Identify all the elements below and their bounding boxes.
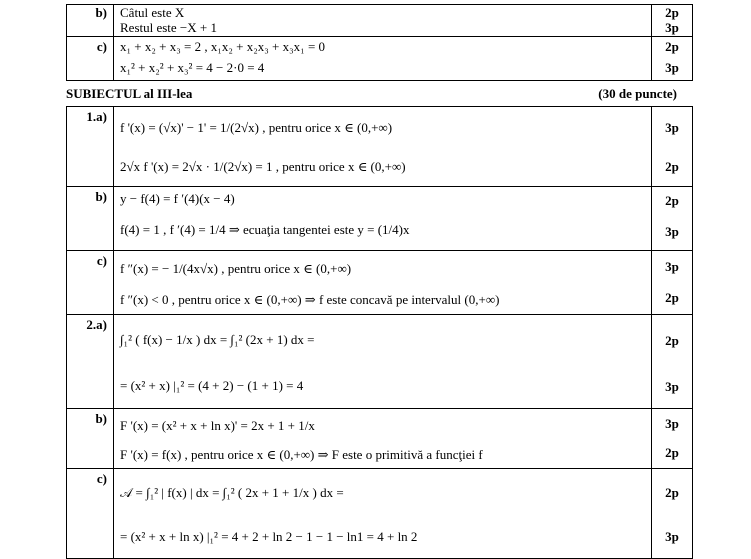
points: 3p	[665, 416, 679, 431]
row-label: b)	[67, 187, 114, 251]
solution-line: 2√x f '(x) = 2√x · 1/(2√x) = 1 , pentru orice x ∈ (0,+∞)	[120, 159, 406, 174]
points: 3p	[665, 529, 679, 544]
solution-line: = (x² + x) |₁² = (4 + 2) − (1 + 1) = 4	[120, 378, 304, 393]
solution-line: 𝒜 = ∫₁² | f(x) | dx = ∫₁² ( 2x + 1 + 1/x ) dx =	[120, 485, 344, 500]
points: 3p	[665, 60, 679, 75]
solution-line: f ″(x) = − 1/(4x√x) , pentru orice x ∈ (0,+∞)	[120, 261, 352, 276]
solution-line: F '(x) = f(x) , pentru orice x ∈ (0,+∞) ⇒ F este o primitivă a funcţiei f	[120, 447, 483, 462]
solutions-table	[66, 106, 693, 559]
points: 2p	[665, 5, 679, 20]
points: 2p	[665, 193, 679, 208]
solution-line: Câtul este X	[120, 5, 185, 20]
points: 2p	[665, 39, 679, 54]
row-1a	[67, 107, 693, 187]
points: 3p	[665, 259, 679, 274]
solution-line: y − f(4) = f ′(4)(x − 4)	[120, 191, 235, 206]
points: 3p	[665, 224, 679, 239]
row-label: c)	[67, 469, 114, 559]
solution-line: = (x² + x + ln x) |₁² = 4 + 2 + ln 2 − 1 − 1 − ln1 = 4 + ln 2	[120, 529, 418, 544]
points: 3p	[665, 379, 679, 394]
solution-line: x₁ + x₂ + x₃ = 2 , x₁x₂ + x₂x₃ + x₃x₁ = 0	[120, 39, 326, 54]
row-2a	[67, 315, 693, 409]
row-1c	[67, 251, 693, 315]
row-label: 2.a)	[67, 315, 114, 409]
solution-line: f '(x) = (√x)' − 1' = 1/(2√x) , pentru orice x ∈ (0,+∞)	[120, 120, 393, 135]
row-label: c)	[67, 37, 114, 81]
top-table	[66, 4, 693, 81]
row-label: b)	[67, 5, 114, 37]
row-label: 1.a)	[67, 107, 114, 187]
points: 2p	[665, 485, 679, 500]
points: 3p	[665, 120, 679, 135]
points: 2p	[665, 333, 679, 348]
solution-line: f ″(x) < 0 , pentru orice x ∈ (0,+∞) ⇒ f este concavă pe intervalul (0,+∞)	[120, 292, 500, 307]
row-1b	[67, 187, 693, 251]
section-score: (30 de puncte)	[598, 86, 677, 101]
row-label: b)	[67, 409, 114, 469]
solution-line: ∫₁² ( f(x) − 1/x ) dx = ∫₁² (2x + 1) dx =	[120, 332, 315, 347]
points: 3p	[665, 20, 679, 35]
points: 2p	[665, 290, 679, 305]
solution-line: F '(x) = (x² + x + ln x)' = 2x + 1 + 1/x	[120, 418, 315, 433]
solution-line: f(4) = 1 , f ′(4) = 1/4 ⇒ ecuaţia tangentei este y = (1/4)x	[120, 222, 410, 237]
points: 2p	[665, 159, 679, 174]
row-label: c)	[67, 251, 114, 315]
row-2c	[67, 469, 693, 559]
section-heading	[66, 86, 687, 104]
points: 2p	[665, 445, 679, 460]
row-b-top	[67, 5, 693, 37]
row-c-top	[67, 37, 693, 81]
solution-line: Restul este −X + 1	[120, 20, 217, 35]
solution-line: x₁² + x₂² + x₃² = 4 − 2·0 = 4	[120, 60, 265, 75]
row-2b	[67, 409, 693, 469]
section-title: SUBIECTUL al III-lea	[66, 86, 193, 101]
